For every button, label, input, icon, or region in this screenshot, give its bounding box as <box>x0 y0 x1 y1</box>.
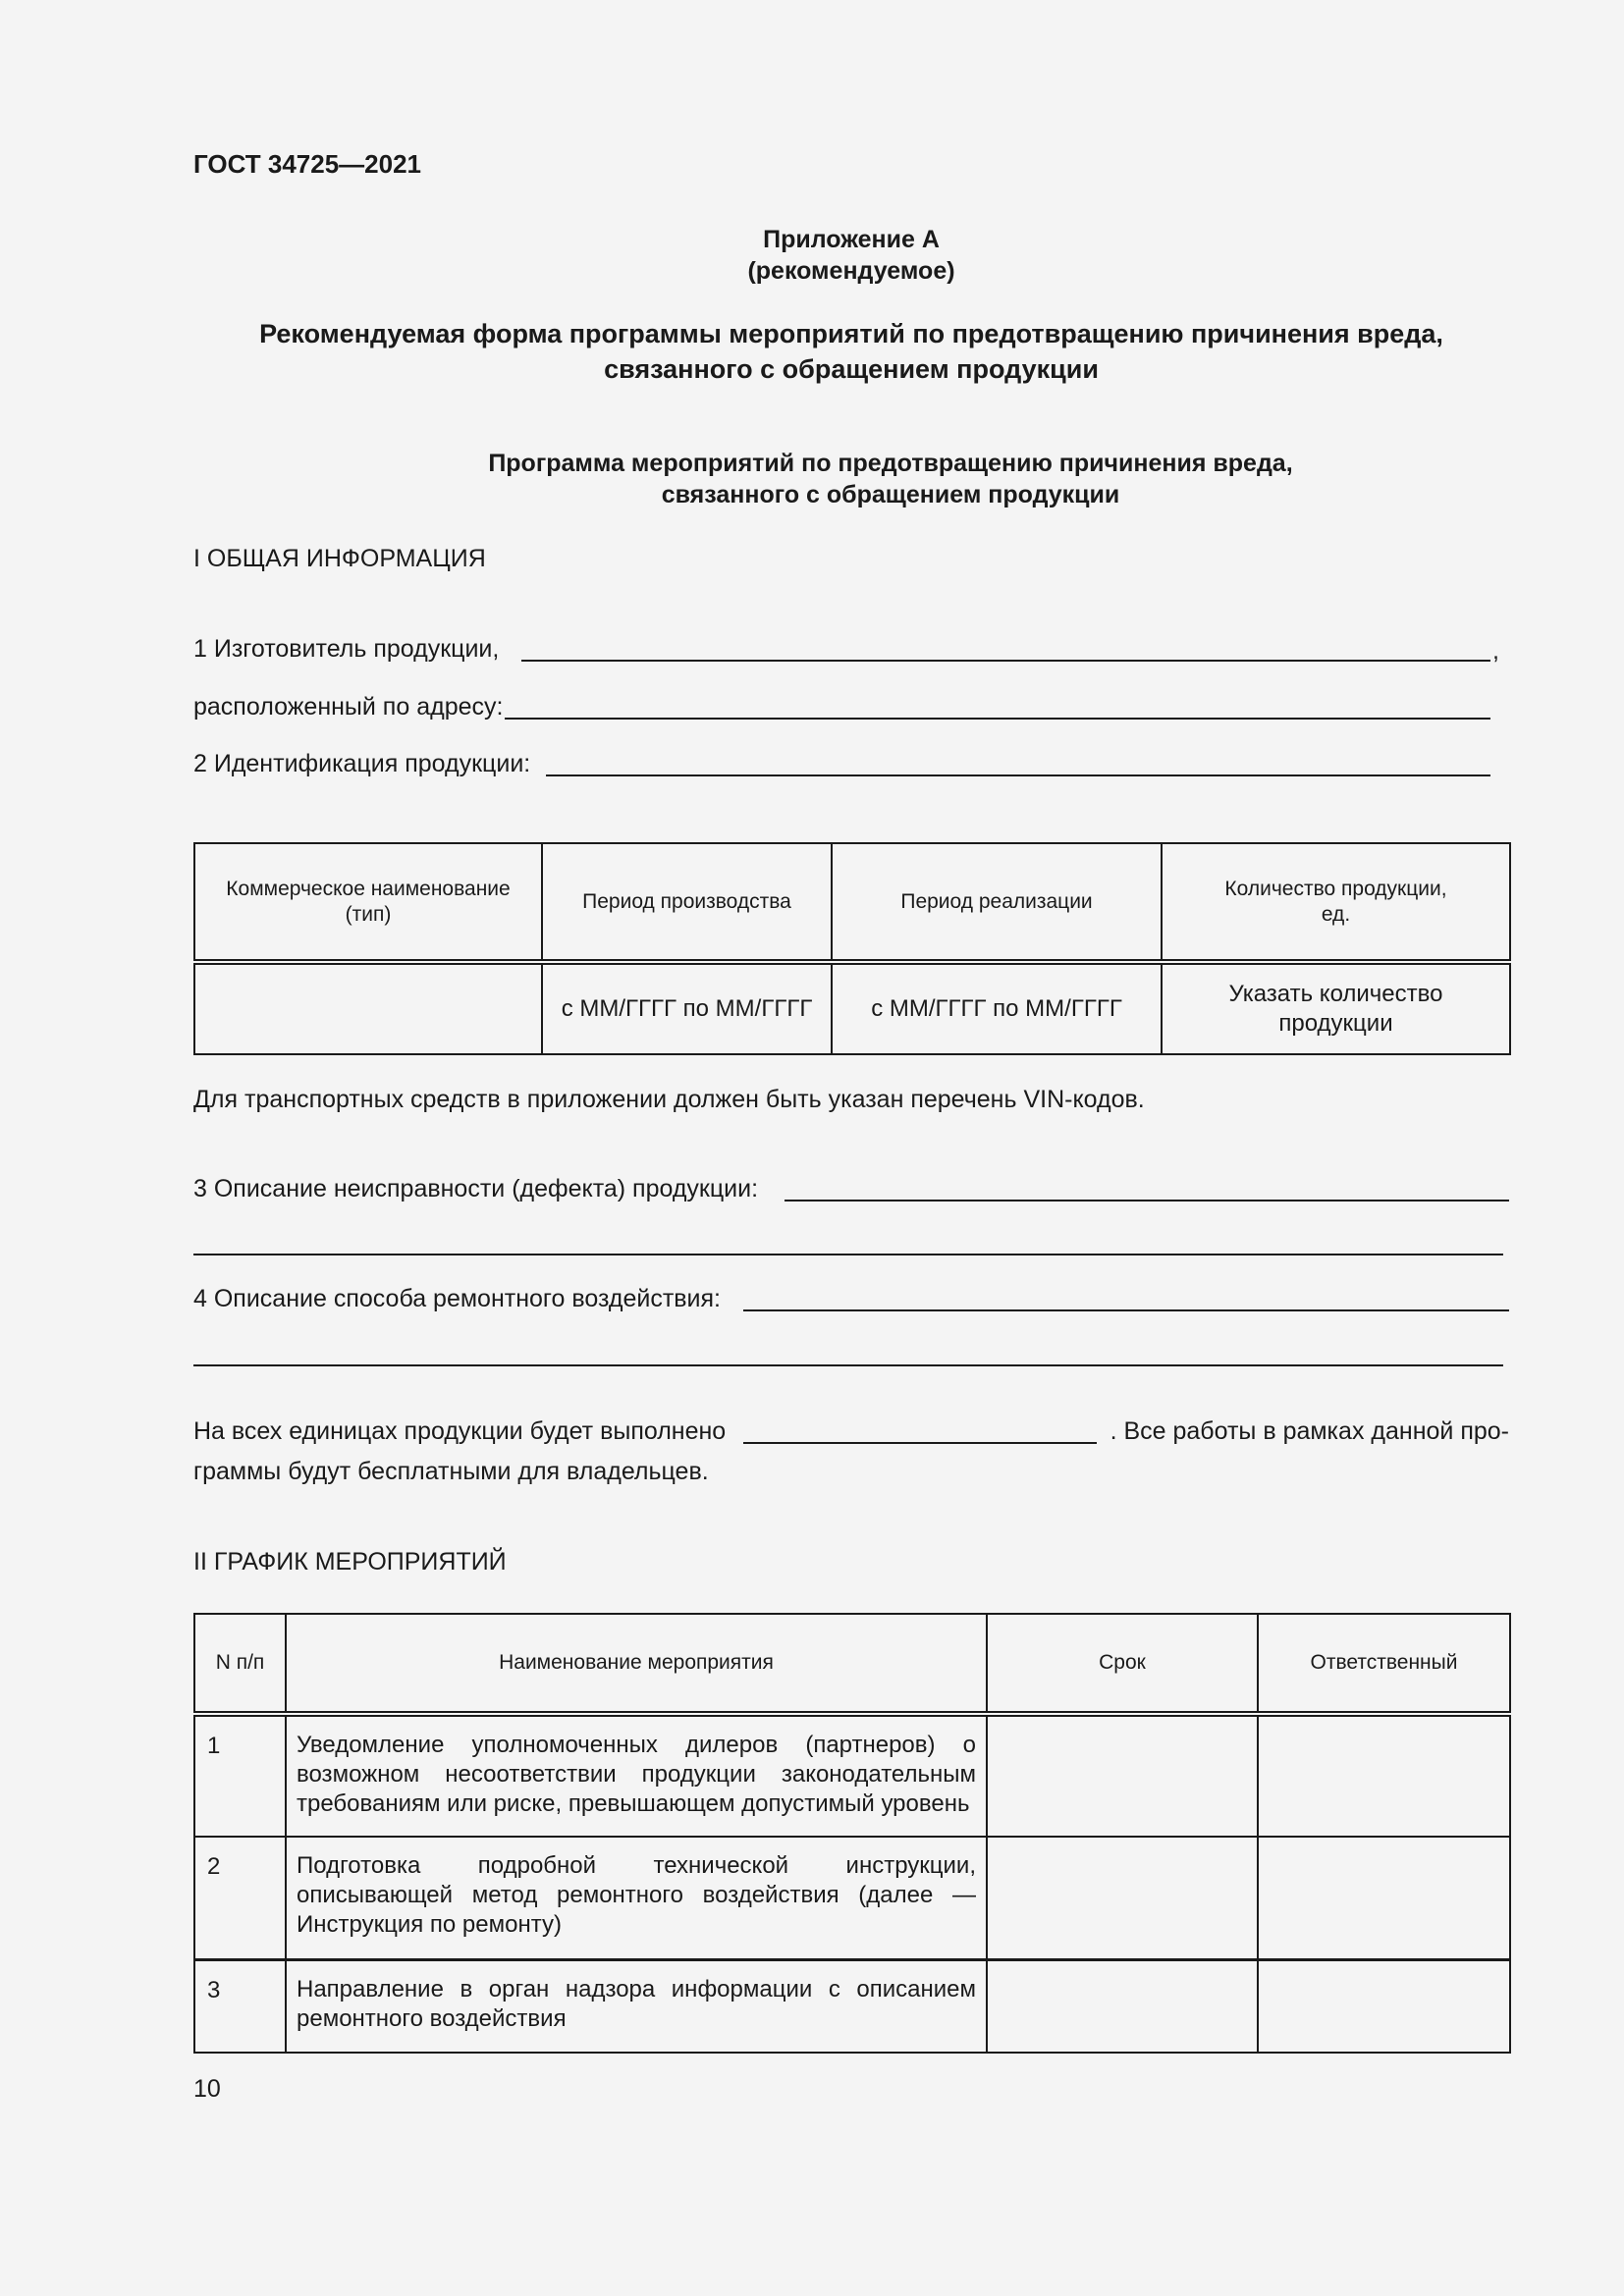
row-activity-name: Подготовка подробной технической инструкции, описывающей метод ремонтного воздействия (далее — Инструкция по ремонту) <box>286 1837 987 1959</box>
manufacturer-field[interactable] <box>521 660 1490 662</box>
table-row <box>194 1959 1510 2053</box>
row-responsible[interactable] <box>1258 1837 1510 1959</box>
program-title-line1: Программа мероприятий по предотвращению причинения вреда, <box>488 450 1293 477</box>
header-responsible: Ответственный <box>1258 1614 1510 1714</box>
standard-number: ГОСТ 34725—2021 <box>193 149 421 179</box>
row-term[interactable] <box>987 1837 1258 1959</box>
row-number: 3 <box>194 1959 286 2053</box>
appendix-heading-line1: Рекомендуемая форма программы мероприятий по предотвращению причинения вреда, <box>259 319 1443 348</box>
cell-sales-period[interactable]: с ММ/ГГГГ по ММ/ГГГГ <box>832 962 1162 1054</box>
row-activity-name: Уведомление уполномоченных дилеров (партнеров) о возможном несоответствии продукции законодательным требованиям или риске, превышающем допустимый уровень <box>286 1714 987 1837</box>
works-text-part1: На всех единицах продукции будет выполнено <box>193 1417 727 1445</box>
cell-quantity[interactable]: Указать количество продукции <box>1162 962 1510 1054</box>
product-table <box>193 842 1511 1055</box>
table-row <box>194 1714 1510 1837</box>
identification-field[interactable] <box>546 774 1490 776</box>
identification-label: 2 Идентификация продукции: <box>193 750 531 777</box>
defect-field[interactable] <box>785 1200 1509 1201</box>
row-responsible[interactable] <box>1258 1959 1510 2053</box>
row-responsible[interactable] <box>1258 1714 1510 1837</box>
row-activity-name: Направление в орган надзора информации с описанием ремонтного воздействия <box>286 1959 987 2053</box>
repair-field[interactable] <box>743 1309 1509 1311</box>
row-number: 2 <box>194 1837 286 1959</box>
works-field[interactable] <box>743 1442 1097 1444</box>
vin-note: Для транспортных средств в приложении должен быть указан перечень VIN-кодов. <box>193 1086 1145 1113</box>
appendix-heading-line2: связанного с обращением продукции <box>604 354 1099 384</box>
header-activity-name: Наименование мероприятия <box>286 1614 987 1714</box>
manufacturer-label: 1 Изготовитель продукции, <box>193 635 500 663</box>
section1-title: I ОБЩАЯ ИНФОРМАЦИЯ <box>193 545 486 572</box>
appendix-status: (рекомендуемое) <box>747 257 955 285</box>
row-term[interactable] <box>987 1714 1258 1837</box>
repair-field-line2[interactable] <box>193 1364 1503 1366</box>
page-number: 10 <box>193 2075 221 2103</box>
defect-field-line2[interactable] <box>193 1254 1503 1255</box>
cell-commercial-name[interactable] <box>194 962 542 1054</box>
schedule-table-header <box>194 1614 1510 1714</box>
appendix-title: Приложение А <box>763 226 940 253</box>
header-production-period: Период производства <box>542 843 832 962</box>
manufacturer-comma: , <box>1492 637 1499 665</box>
product-table-row <box>194 962 1510 1054</box>
address-label: расположенный по адресу: <box>193 693 504 721</box>
works-text-line2: граммы будут бесплатными для владельцев. <box>193 1458 709 1485</box>
section2-title: II ГРАФИК МЕРОПРИЯТИЙ <box>193 1548 507 1575</box>
header-quantity: Количество продукции, ед. <box>1162 843 1510 962</box>
cell-production-period[interactable]: с ММ/ГГГГ по ММ/ГГГГ <box>542 962 832 1054</box>
address-field[interactable] <box>505 718 1490 720</box>
row-term[interactable] <box>987 1959 1258 2053</box>
header-commercial-name: Коммерческое наименование (тип) <box>194 843 542 962</box>
program-title-line2: связанного с обращением продукции <box>661 481 1120 508</box>
header-number: N п/п <box>194 1614 286 1714</box>
product-table-header <box>194 843 1510 962</box>
header-term: Срок <box>987 1614 1258 1714</box>
table-row <box>194 1837 1510 1959</box>
works-text-part2: . Все работы в рамках данной про- <box>1110 1417 1509 1445</box>
schedule-table <box>193 1613 1511 2054</box>
defect-label: 3 Описание неисправности (дефекта) продукции: <box>193 1175 759 1202</box>
header-sales-period: Период реализации <box>832 843 1162 962</box>
repair-label: 4 Описание способа ремонтного воздействия: <box>193 1285 721 1312</box>
row-number: 1 <box>194 1714 286 1837</box>
